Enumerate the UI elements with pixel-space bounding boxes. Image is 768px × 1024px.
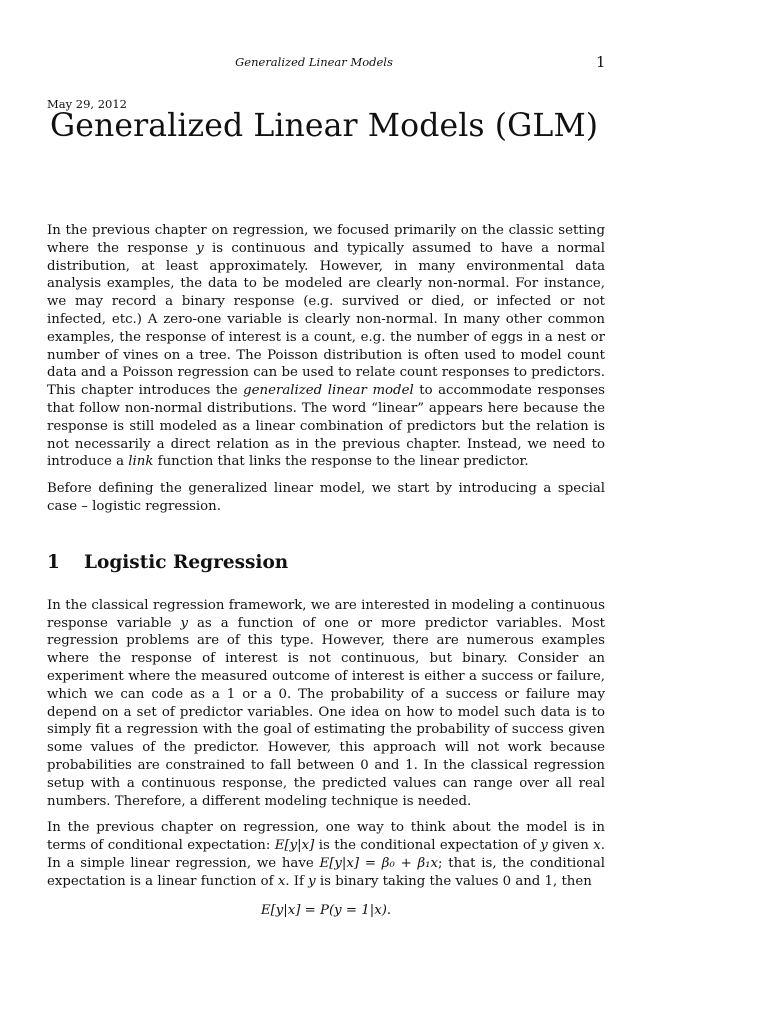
text-run: is the conditional expectation of bbox=[314, 838, 541, 854]
text-run: function that links the response to the linear predictor. bbox=[153, 454, 529, 470]
intro-paragraph-1 bbox=[47, 222, 605, 471]
math-expression: E[y|x] = β₀ + β₁x bbox=[319, 855, 439, 871]
math-expression: E[y|x] bbox=[274, 838, 315, 854]
text-run: ; that is, the conditional expectation is a linear function of bbox=[47, 855, 606, 889]
emphasis-text: generalized linear model bbox=[243, 383, 414, 399]
document-date: May 29, 2012 bbox=[47, 97, 127, 111]
display-equation: E[y|x] = P(y = 1|x). bbox=[260, 902, 392, 918]
text-run: . In a simple linear regression, we have bbox=[47, 838, 605, 871]
math-var: x bbox=[593, 838, 601, 854]
math-var: y bbox=[180, 615, 188, 631]
section-heading bbox=[47, 552, 605, 573]
text-run: is continuous and typically assumed to have a normal distribution, at least approximately. However, in many environmental data analysis examples, the data to be modeled are clearly non-normal. For instance, we may record a binary response (e.g. survived or died, or infected or not infected, etc.) A zero-one variable is clearly non-normal. In many other common examples, the response of interest is a count, e.g. the number of eggs in a nest or number of vines on a tree. The Poisson distribution is often used to model count data and a Poisson regression can be used to relate count responses to predictors. This chapter introduces the bbox=[47, 240, 605, 399]
running-head: Generalized Linear Models bbox=[235, 55, 393, 69]
section-number: 1 bbox=[47, 551, 60, 573]
text-run: is binary taking the values 0 and 1, then bbox=[315, 873, 592, 889]
text-run: given bbox=[547, 838, 594, 854]
section-paragraph-1 bbox=[47, 597, 605, 811]
text-run: as a function of one or more predictor variables. Most regression problems are of this type. However, there are numerous examples where the response of interest is not continuous, but binary. Consider an experiment where the measured outcome of interest is either a success or failure, which we can code as a 1 or a 0. The probability of a success or failure may depend on a set of predictor variables. One idea on how to model such data is to simply fit a regression with the goal of estimating the probability of success given some values of the predictor. However, this approach will not work because probabilities are constrained to fall between 0 and 1. In the classical regression setup with a continuous response, the predicted values can range over all real numbers. Therefore, a different modeling technique is needed. bbox=[47, 615, 606, 809]
document-title: Generalized Linear Models (GLM) bbox=[50, 108, 599, 144]
intro-paragraph-2: Before defining the generalized linear model, we start by introducing a special case – logistic regression. bbox=[47, 481, 605, 514]
document-body bbox=[47, 222, 605, 918]
page-number: 1 bbox=[596, 53, 606, 71]
math-var: y bbox=[196, 240, 204, 256]
text-run: In the classical regression framework, we are interested in modeling a continuous response variable bbox=[47, 597, 605, 631]
text-run: . If bbox=[285, 873, 309, 889]
text-run: to accommodate responses that follow non-normal distributions. The word “linear” appears here because the response is still modeled as a linear combination of predictors but the relation is not necessarily a direct relation as in the previous chapter. Instead, we need to introduce a bbox=[47, 383, 605, 470]
emphasis-text: link bbox=[128, 454, 154, 470]
math-var: y bbox=[308, 873, 316, 889]
math-var: y bbox=[540, 838, 548, 854]
text-run: In the previous chapter on regression, one way to think about the model is in terms of conditional expectation: bbox=[47, 820, 605, 854]
math-var: x bbox=[277, 873, 286, 889]
section-title: Logistic Regression bbox=[84, 551, 289, 573]
section-paragraph-2 bbox=[47, 819, 605, 890]
text-run: In the previous chapter on regression, we focused primarily on the classic setting where the response bbox=[47, 223, 605, 256]
